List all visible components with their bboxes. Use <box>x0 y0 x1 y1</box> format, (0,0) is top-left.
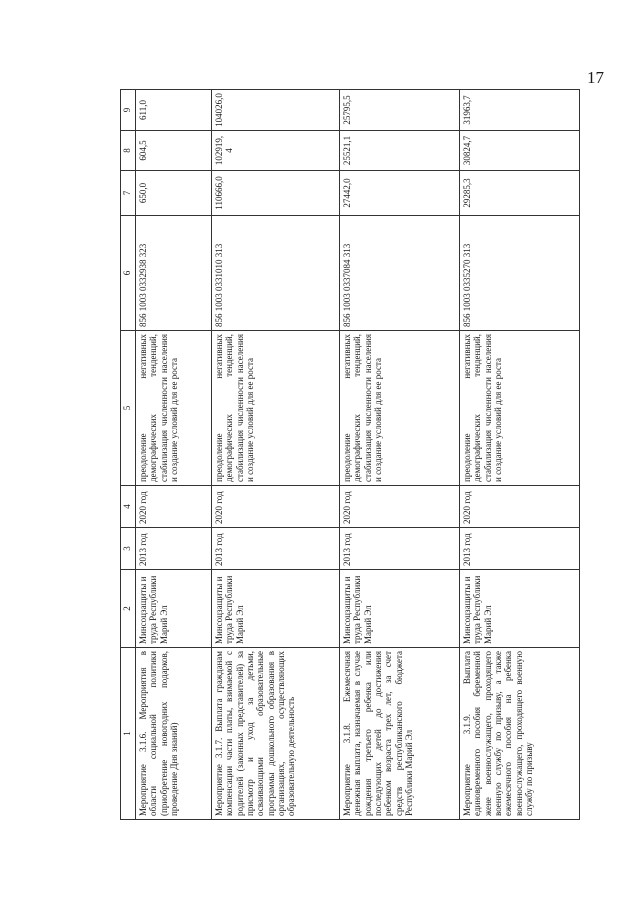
table-row <box>212 90 340 820</box>
expected-result-cell: преодоление негативных демографических тенденций, стабилизация численности населения и создание условий для ее роста <box>340 331 460 486</box>
value-col9-cell: 31963,7 <box>460 90 580 131</box>
activity-name-cell: Мероприятие 3.1.9. Выплата единовременного пособия беременной жене военнослужащего, проходящего военную службу по призыву, а также ежемесячного пособия на ребенка военнослужащего, проходящего военную службу по призыву <box>460 648 580 820</box>
budget-code-cell: 856 1003 0335270 313 <box>460 216 580 331</box>
column-header-3: 3 <box>121 528 136 570</box>
budget-code-cell: 856 1003 0332938 323 <box>136 216 212 331</box>
value-col7-cell: 27442,0 <box>340 171 460 216</box>
activity-name-cell: Мероприятие 3.1.7. Выплата гражданам компенсации части платы, взимаемой с родителей (законных представителей) за присмотр и уход за детьми, осваивающими образовательные программы дошкольного образования в организациях, осуществляющих образовательную деятельность <box>212 648 340 820</box>
end-year-cell: 2020 год <box>340 486 460 528</box>
page-number: 17 <box>587 68 604 87</box>
column-header-1: 1 <box>121 648 136 820</box>
value-col8-cell: 25521,1 <box>340 131 460 171</box>
executor-cell: Минсоцзащиты и труда Республики Марий Эл <box>340 570 460 648</box>
table-row <box>460 90 580 820</box>
start-year-cell: 2013 год <box>136 528 212 570</box>
column-header-7: 7 <box>121 171 136 216</box>
value-col9-cell: 611,0 <box>136 90 212 131</box>
table-row <box>136 90 212 820</box>
value-col8-cell: 102919,4 <box>212 131 340 171</box>
value-col7-cell: 110666,0 <box>212 171 340 216</box>
start-year-cell: 2013 год <box>340 528 460 570</box>
column-header-9: 9 <box>121 90 136 131</box>
column-header-5: 5 <box>121 331 136 486</box>
table-row <box>340 90 460 820</box>
column-header-4: 4 <box>121 486 136 528</box>
column-header-8: 8 <box>121 131 136 171</box>
value-col7-cell: 650,0 <box>136 171 212 216</box>
activity-name-cell: Мероприятие 3.1.6. Мероприятия в области социальной политики (приобретение новогодних подарков, проведение Дня знаний) <box>136 648 212 820</box>
expected-result-cell: преодоление негативных демографических тенденций, стабилизация численности населения и создание условий для ее роста <box>136 331 212 486</box>
value-col9-cell: 25795,5 <box>340 90 460 131</box>
value-col8-cell: 30824,7 <box>460 131 580 171</box>
expected-result-cell: преодоление негативных демографических тенденций, стабилизация численности населения и создание условий для ее роста <box>212 331 340 486</box>
value-col7-cell: 29285,3 <box>460 171 580 216</box>
budget-code-cell: 856 1003 0337084 313 <box>340 216 460 331</box>
activity-name-cell: Мероприятие 3.1.8. Ежемесячная денежная выплата, назначаемая в случае рождения третьего ребенка или последующих детей до достижения ребенком возраста трех лет, за счет средств республиканского бюджета Республики Марий Эл <box>340 648 460 820</box>
start-year-cell: 2013 год <box>212 528 340 570</box>
rotated-page-content <box>120 90 590 820</box>
column-number-row <box>121 90 136 820</box>
value-col9-cell: 104026,0 <box>212 90 340 131</box>
program-activities-table <box>120 89 580 820</box>
column-header-2: 2 <box>121 570 136 648</box>
column-header-6: 6 <box>121 216 136 331</box>
value-col8-cell: 604,5 <box>136 131 212 171</box>
end-year-cell: 2020 год <box>212 486 340 528</box>
end-year-cell: 2020 год <box>136 486 212 528</box>
end-year-cell: 2020 год <box>460 486 580 528</box>
executor-cell: Минсоцзащиты и труда Республики Марий Эл <box>212 570 340 648</box>
executor-cell: Минсоцзащиты и труда Республики Марий Эл <box>460 570 580 648</box>
expected-result-cell: преодоление негативных демографических тенденций, стабилизация численности населения и создание условий для ее роста <box>460 331 580 486</box>
executor-cell: Минсоцзащиты и труда Республики Марий Эл <box>136 570 212 648</box>
budget-code-cell: 856 1003 0331010 313 <box>212 216 340 331</box>
start-year-cell: 2013 год <box>460 528 580 570</box>
